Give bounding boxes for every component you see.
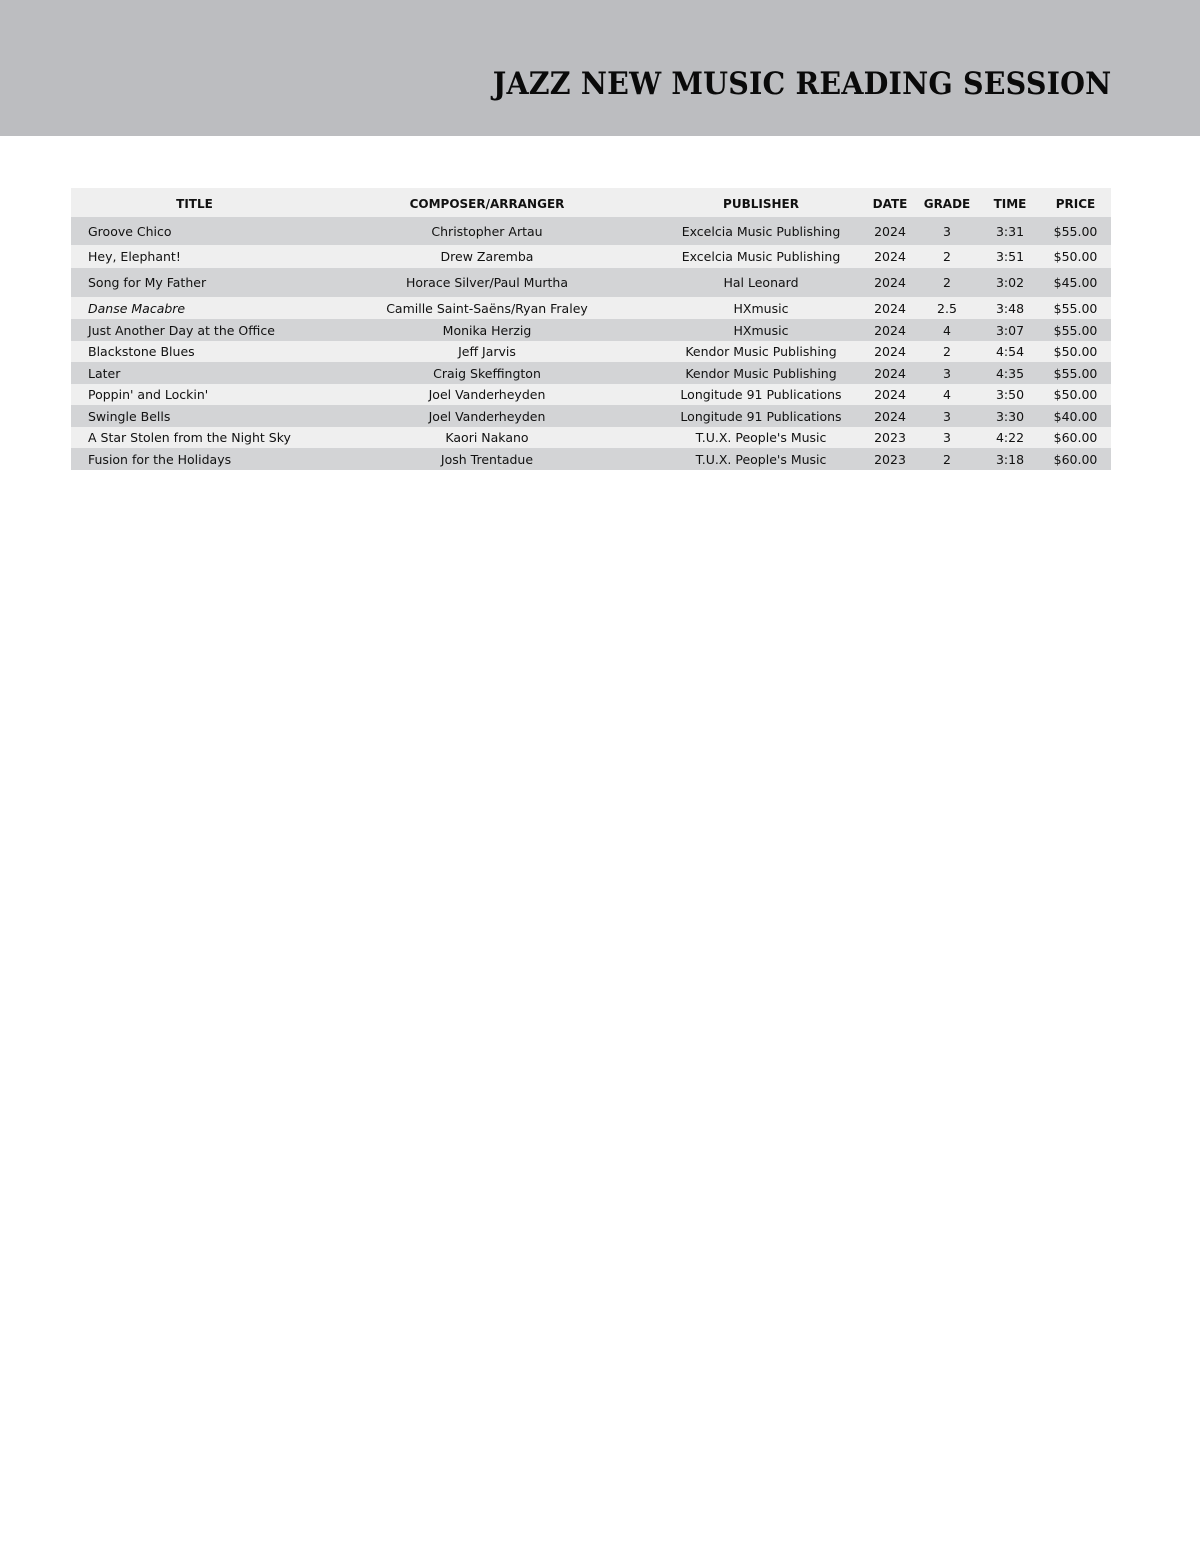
cell-composer: Drew Zaremba (440, 249, 534, 264)
cell-title: Groove Chico (88, 223, 172, 239)
page-title: JAZZ NEW MUSIC READING SESSION (492, 66, 1111, 102)
cell-time: 3:02 (995, 275, 1025, 290)
cell-date: 2023 (874, 430, 906, 445)
cell-composer: Monika Herzig (442, 322, 532, 338)
cell-date: 2024 (874, 249, 906, 264)
cell-grade: 3 (943, 430, 951, 445)
cell-grade: 2 (943, 344, 951, 359)
cell-price: $50.00 (1053, 344, 1098, 359)
cell-grade: 2 (943, 249, 951, 264)
column-header-date: DATE (872, 196, 908, 211)
cell-date: 2024 (874, 344, 906, 359)
reading-session-table-wrap (71, 188, 1111, 470)
column-header-publisher: PUBLISHER (723, 196, 799, 211)
cell-time: 3:50 (995, 387, 1025, 402)
cell-publisher: Hal Leonard (723, 275, 799, 290)
table-row (71, 268, 1111, 297)
table-row (71, 297, 1111, 319)
cell-publisher: Longitude 91 Publications (680, 408, 842, 424)
column-header-price: PRICE (1055, 196, 1096, 211)
cell-price: $55.00 (1053, 322, 1098, 338)
column-header-grade: GRADE (923, 196, 971, 211)
cell-price: $55.00 (1053, 223, 1098, 239)
table-header (71, 188, 1111, 217)
cell-price: $55.00 (1053, 300, 1098, 316)
cell-grade: 2 (943, 275, 951, 290)
cell-date: 2024 (874, 365, 906, 381)
cell-date: 2024 (874, 275, 906, 290)
cell-title: Just Another Day at the Office (88, 322, 275, 338)
table-row (71, 427, 1111, 448)
cell-publisher: HXmusic (733, 300, 789, 316)
cell-composer: Kaori Nakano (445, 430, 529, 445)
cell-grade: 2.5 (937, 300, 957, 316)
cell-price: $45.00 (1053, 275, 1098, 290)
cell-composer: Christopher Artau (431, 223, 543, 239)
cell-title: Blackstone Blues (88, 344, 195, 359)
cell-time: 3:30 (995, 408, 1025, 424)
cell-grade: 4 (943, 322, 951, 338)
cell-title: Danse Macabre (88, 300, 186, 316)
table-row (71, 319, 1111, 341)
table-body (71, 217, 1111, 470)
cell-publisher: Kendor Music Publishing (685, 344, 837, 359)
column-header-title: TITLE (176, 196, 213, 211)
table-row (71, 448, 1111, 470)
table-row (71, 245, 1111, 268)
cell-date: 2024 (874, 322, 906, 338)
cell-date: 2024 (874, 408, 906, 424)
cell-publisher: Kendor Music Publishing (685, 365, 837, 381)
cell-grade: 3 (943, 365, 951, 381)
cell-price: $40.00 (1053, 408, 1098, 424)
cell-title: Swingle Bells (88, 408, 171, 424)
cell-time: 4:54 (995, 344, 1025, 359)
column-header-composer: COMPOSER/ARRANGER (409, 196, 565, 211)
table-row (71, 341, 1111, 362)
cell-title: A Star Stolen from the Night Sky (88, 430, 291, 445)
cell-composer: Joel Vanderheyden (428, 387, 546, 402)
cell-time: 3:48 (995, 300, 1025, 316)
table-row (71, 217, 1111, 245)
cell-time: 3:31 (995, 223, 1025, 239)
reading-session-table (71, 188, 1111, 470)
cell-grade: 2 (943, 451, 951, 467)
cell-composer: Horace Silver/Paul Murtha (405, 275, 569, 290)
cell-title: Fusion for the Holidays (88, 451, 232, 467)
cell-time: 3:51 (995, 249, 1025, 264)
cell-publisher: Excelcia Music Publishing (681, 249, 841, 264)
cell-date: 2024 (874, 300, 906, 316)
table-row (71, 405, 1111, 427)
cell-composer: Joel Vanderheyden (428, 408, 546, 424)
cell-title: Poppin' and Lockin' (88, 387, 209, 402)
cell-price: $60.00 (1053, 430, 1098, 445)
cell-grade: 3 (943, 223, 951, 239)
cell-price: $50.00 (1053, 387, 1098, 402)
cell-composer: Camille Saint-Saëns/Ryan Fraley (386, 300, 588, 316)
cell-composer: Josh Trentadue (440, 451, 534, 467)
header-row (71, 188, 1111, 217)
cell-title: Hey, Elephant! (88, 249, 181, 264)
cell-publisher: Longitude 91 Publications (680, 387, 842, 402)
cell-grade: 3 (943, 408, 951, 424)
cell-price: $55.00 (1053, 365, 1098, 381)
cell-title: Later (88, 365, 121, 381)
cell-publisher: HXmusic (733, 322, 789, 338)
cell-price: $60.00 (1053, 451, 1098, 467)
cell-date: 2023 (874, 451, 906, 467)
column-header-time: TIME (993, 196, 1027, 211)
cell-publisher: Excelcia Music Publishing (681, 223, 841, 239)
cell-publisher: T.U.X. People's Music (695, 430, 827, 445)
cell-title: Song for My Father (88, 275, 207, 290)
cell-date: 2024 (874, 223, 906, 239)
cell-time: 3:18 (995, 451, 1025, 467)
cell-time: 3:07 (995, 322, 1025, 338)
cell-composer: Jeff Jarvis (458, 344, 516, 359)
cell-time: 4:35 (995, 365, 1025, 381)
table-row (71, 384, 1111, 405)
cell-date: 2024 (874, 387, 906, 402)
table-row (71, 362, 1111, 384)
cell-publisher: T.U.X. People's Music (695, 451, 827, 467)
cell-time: 4:22 (995, 430, 1025, 445)
cell-composer: Craig Skeffington (433, 365, 541, 381)
header-band (0, 0, 1200, 136)
cell-grade: 4 (943, 387, 951, 402)
cell-price: $50.00 (1053, 249, 1098, 264)
